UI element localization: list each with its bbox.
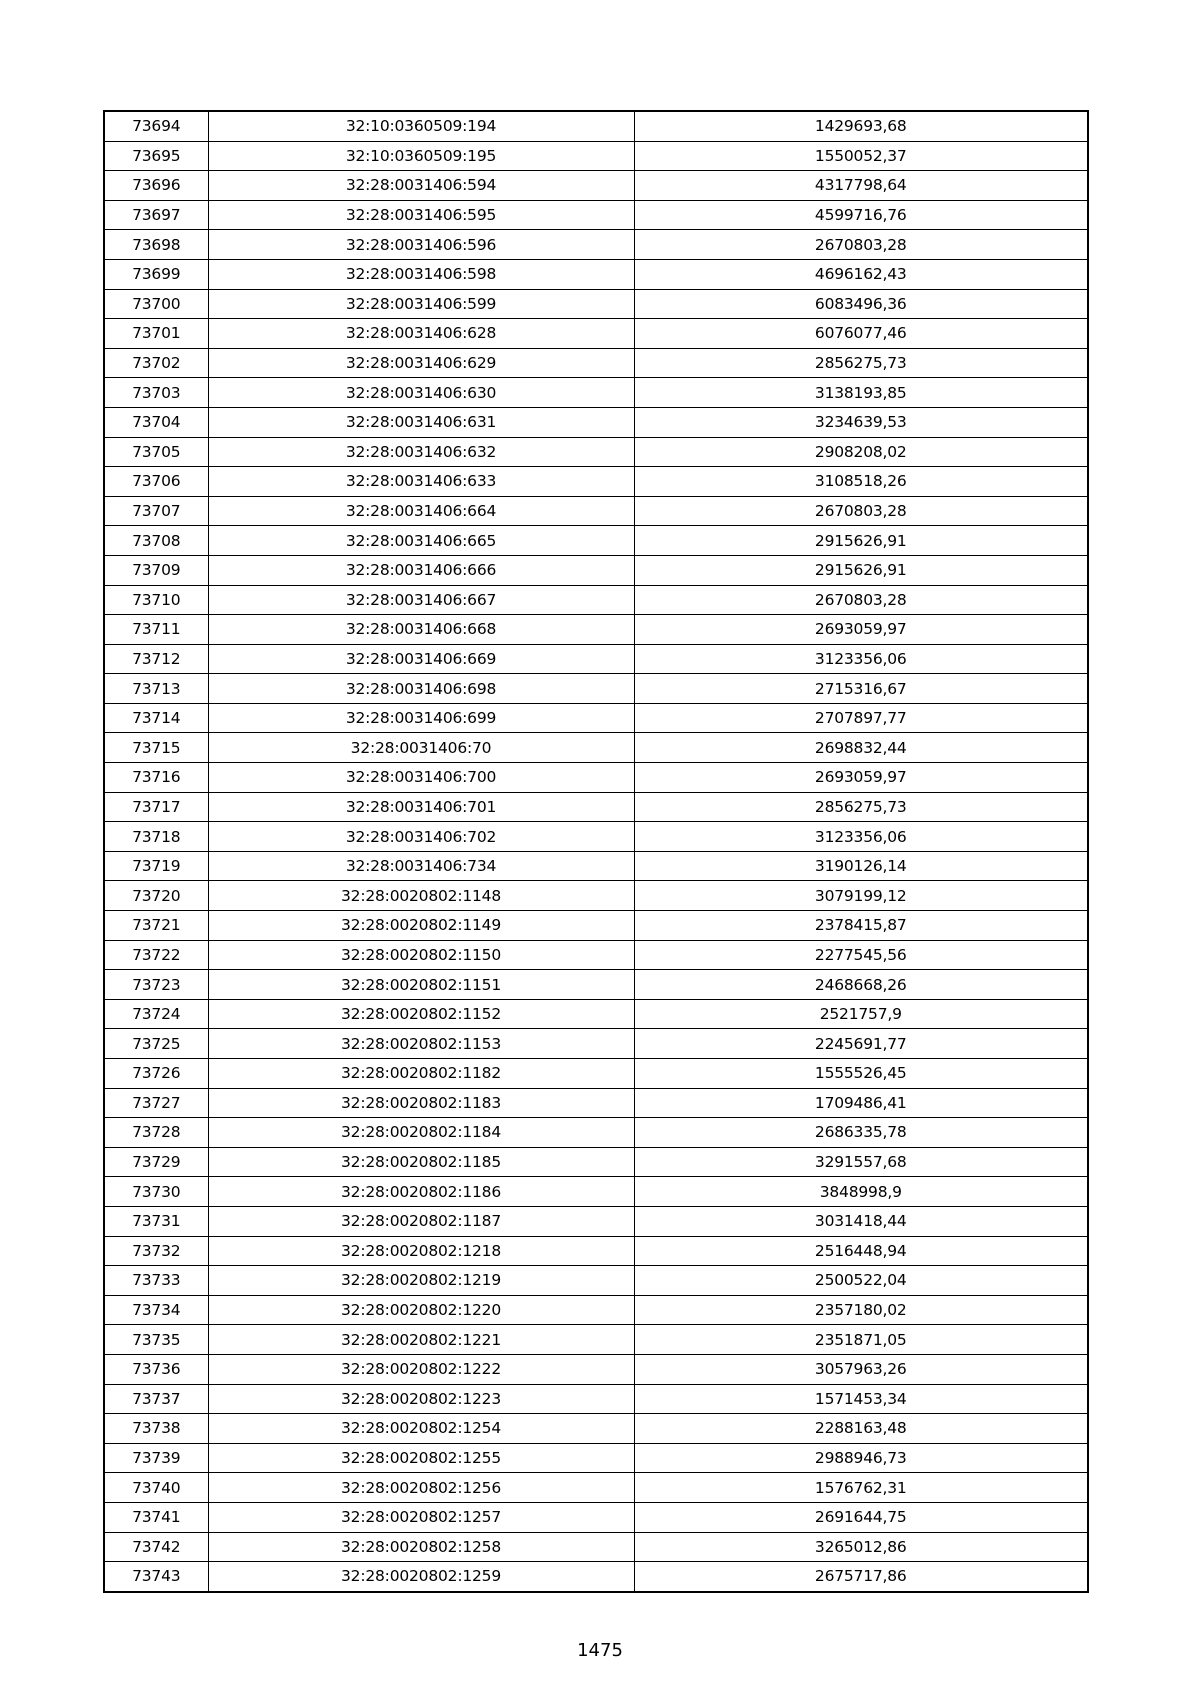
cadastral-value-cell: 1709486,41 <box>634 1088 1088 1118</box>
table-row <box>104 911 1088 941</box>
cadastral-value-cell: 2856275,73 <box>634 792 1088 822</box>
cadastral-number-cell: 32:28:0020802:1151 <box>208 970 634 1000</box>
cadastral-value-cell: 3079199,12 <box>634 881 1088 911</box>
cadastral-value-cell: 2707897,77 <box>634 703 1088 733</box>
cadastral-number-cell: 32:28:0020802:1148 <box>208 881 634 911</box>
cadastral-value-cell: 3057963,26 <box>634 1354 1088 1384</box>
table-row <box>104 999 1088 1029</box>
cadastral-number-cell: 32:28:0020802:1223 <box>208 1384 634 1414</box>
table-row <box>104 674 1088 704</box>
row-number-cell: 73721 <box>104 911 208 941</box>
cadastral-number-cell: 32:28:0031406:628 <box>208 319 634 349</box>
cadastral-number-cell: 32:28:0031406:664 <box>208 496 634 526</box>
cadastral-value-cell: 1429693,68 <box>634 111 1088 141</box>
cadastral-value-cell: 1555526,45 <box>634 1059 1088 1089</box>
cadastral-number-cell: 32:28:0020802:1254 <box>208 1414 634 1444</box>
cadastral-number-cell: 32:10:0360509:195 <box>208 141 634 171</box>
table-row <box>104 526 1088 556</box>
row-number-cell: 73718 <box>104 822 208 852</box>
cadastral-number-cell: 32:28:0020802:1153 <box>208 1029 634 1059</box>
row-number-cell: 73716 <box>104 763 208 793</box>
cadastral-number-cell: 32:28:0020802:1256 <box>208 1473 634 1503</box>
cadastral-value-cell: 4317798,64 <box>634 171 1088 201</box>
row-number-cell: 73702 <box>104 348 208 378</box>
cadastral-number-cell: 32:28:0031406:669 <box>208 644 634 674</box>
cadastral-value-cell: 3848998,9 <box>634 1177 1088 1207</box>
cadastral-number-cell: 32:28:0031406:665 <box>208 526 634 556</box>
table-row <box>104 141 1088 171</box>
table-row <box>104 1177 1088 1207</box>
table-row <box>104 881 1088 911</box>
table-row <box>104 1354 1088 1384</box>
cadastral-value-cell: 2351871,05 <box>634 1325 1088 1355</box>
table-row <box>104 585 1088 615</box>
cadastral-value-cell: 2468668,26 <box>634 970 1088 1000</box>
cadastral-value-cell: 2686335,78 <box>634 1118 1088 1148</box>
table-row <box>104 792 1088 822</box>
row-number-cell: 73706 <box>104 467 208 497</box>
cadastral-value-cell: 2915626,91 <box>634 555 1088 585</box>
cadastral-number-cell: 32:28:0031406:701 <box>208 792 634 822</box>
table-row <box>104 319 1088 349</box>
cadastral-value-cell: 2691644,75 <box>634 1502 1088 1532</box>
table-row <box>104 259 1088 289</box>
row-number-cell: 73697 <box>104 200 208 230</box>
table-row <box>104 763 1088 793</box>
cadastral-number-cell: 32:28:0031406:598 <box>208 259 634 289</box>
table-row <box>104 200 1088 230</box>
cadastral-value-cell: 3291557,68 <box>634 1147 1088 1177</box>
cadastral-value-cell: 2670803,28 <box>634 496 1088 526</box>
row-number-cell: 73707 <box>104 496 208 526</box>
cadastral-number-cell: 32:28:0031406:668 <box>208 615 634 645</box>
table-row <box>104 289 1088 319</box>
table-row <box>104 970 1088 1000</box>
row-number-cell: 73730 <box>104 1177 208 1207</box>
cadastral-number-cell: 32:28:0031406:631 <box>208 407 634 437</box>
cadastral-number-cell: 32:28:0031406:70 <box>208 733 634 763</box>
cadastral-number-cell: 32:28:0031406:599 <box>208 289 634 319</box>
cadastral-value-cell: 2908208,02 <box>634 437 1088 467</box>
cadastral-value-cell: 1550052,37 <box>634 141 1088 171</box>
cadastral-number-cell: 32:28:0031406:667 <box>208 585 634 615</box>
row-number-cell: 73729 <box>104 1147 208 1177</box>
row-number-cell: 73696 <box>104 171 208 201</box>
cadastral-number-cell: 32:28:0031406:594 <box>208 171 634 201</box>
table-row <box>104 555 1088 585</box>
row-number-cell: 73715 <box>104 733 208 763</box>
row-number-cell: 73703 <box>104 378 208 408</box>
table-row <box>104 851 1088 881</box>
cadastral-number-cell: 32:28:0020802:1184 <box>208 1118 634 1148</box>
row-number-cell: 73717 <box>104 792 208 822</box>
row-number-cell: 73738 <box>104 1414 208 1444</box>
row-number-cell: 73723 <box>104 970 208 1000</box>
cadastral-number-cell: 32:28:0020802:1185 <box>208 1147 634 1177</box>
table-row <box>104 1266 1088 1296</box>
table-row <box>104 1443 1088 1473</box>
row-number-cell: 73724 <box>104 999 208 1029</box>
row-number-cell: 73734 <box>104 1295 208 1325</box>
cadastral-value-cell: 2245691,77 <box>634 1029 1088 1059</box>
cadastral-value-cell: 2670803,28 <box>634 585 1088 615</box>
row-number-cell: 73695 <box>104 141 208 171</box>
cadastral-value-cell: 3190126,14 <box>634 851 1088 881</box>
row-number-cell: 73704 <box>104 407 208 437</box>
row-number-cell: 73733 <box>104 1266 208 1296</box>
cadastral-number-cell: 32:28:0020802:1183 <box>208 1088 634 1118</box>
cadastral-number-cell: 32:28:0020802:1219 <box>208 1266 634 1296</box>
row-number-cell: 73694 <box>104 111 208 141</box>
table-row <box>104 437 1088 467</box>
cadastral-value-cell: 2693059,97 <box>634 615 1088 645</box>
table-row <box>104 1147 1088 1177</box>
cadastral-number-cell: 32:28:0031406:666 <box>208 555 634 585</box>
cadastral-value-cell: 2915626,91 <box>634 526 1088 556</box>
cadastral-number-cell: 32:10:0360509:194 <box>208 111 634 141</box>
row-number-cell: 73742 <box>104 1532 208 1562</box>
table-row <box>104 1502 1088 1532</box>
cadastral-number-cell: 32:28:0031406:632 <box>208 437 634 467</box>
row-number-cell: 73737 <box>104 1384 208 1414</box>
table-row <box>104 1532 1088 1562</box>
cadastral-value-cell: 6083496,36 <box>634 289 1088 319</box>
row-number-cell: 73727 <box>104 1088 208 1118</box>
table-row <box>104 1295 1088 1325</box>
cadastral-value-cell: 3234639,53 <box>634 407 1088 437</box>
row-number-cell: 73700 <box>104 289 208 319</box>
page-number: 1475 <box>577 1640 623 1661</box>
cadastral-value-table <box>103 110 1089 1593</box>
cadastral-number-cell: 32:28:0020802:1186 <box>208 1177 634 1207</box>
cadastral-number-cell: 32:28:0020802:1257 <box>208 1502 634 1532</box>
cadastral-value-cell: 1576762,31 <box>634 1473 1088 1503</box>
row-number-cell: 73741 <box>104 1502 208 1532</box>
table-row <box>104 1473 1088 1503</box>
row-number-cell: 73739 <box>104 1443 208 1473</box>
cadastral-value-cell: 2357180,02 <box>634 1295 1088 1325</box>
row-number-cell: 73731 <box>104 1206 208 1236</box>
row-number-cell: 73705 <box>104 437 208 467</box>
cadastral-number-cell: 32:28:0020802:1258 <box>208 1532 634 1562</box>
row-number-cell: 73740 <box>104 1473 208 1503</box>
table-row <box>104 1029 1088 1059</box>
table-row <box>104 822 1088 852</box>
cadastral-value-cell: 6076077,46 <box>634 319 1088 349</box>
table-row <box>104 348 1088 378</box>
cadastral-value-cell: 2693059,97 <box>634 763 1088 793</box>
cadastral-number-cell: 32:28:0031406:629 <box>208 348 634 378</box>
cadastral-number-cell: 32:28:0020802:1152 <box>208 999 634 1029</box>
cadastral-value-cell: 2988946,73 <box>634 1443 1088 1473</box>
row-number-cell: 73701 <box>104 319 208 349</box>
table-row <box>104 1325 1088 1355</box>
cadastral-value-cell: 3138193,85 <box>634 378 1088 408</box>
cadastral-number-cell: 32:28:0020802:1187 <box>208 1206 634 1236</box>
cadastral-number-cell: 32:28:0020802:1222 <box>208 1354 634 1384</box>
row-number-cell: 73713 <box>104 674 208 704</box>
table-row <box>104 703 1088 733</box>
cadastral-value-cell: 2516448,94 <box>634 1236 1088 1266</box>
table-row <box>104 467 1088 497</box>
cadastral-value-cell: 2698832,44 <box>634 733 1088 763</box>
cadastral-value-cell: 2288163,48 <box>634 1414 1088 1444</box>
table-row <box>104 1118 1088 1148</box>
cadastral-number-cell: 32:28:0031406:595 <box>208 200 634 230</box>
table-row <box>104 1206 1088 1236</box>
row-number-cell: 73725 <box>104 1029 208 1059</box>
table-row <box>104 1414 1088 1444</box>
table-row <box>104 615 1088 645</box>
cadastral-value-cell: 2277545,56 <box>634 940 1088 970</box>
cadastral-number-cell: 32:28:0020802:1259 <box>208 1562 634 1592</box>
table-row <box>104 230 1088 260</box>
cadastral-value-cell: 3108518,26 <box>634 467 1088 497</box>
cadastral-value-cell: 2521757,9 <box>634 999 1088 1029</box>
cadastral-value-cell: 3123356,06 <box>634 822 1088 852</box>
row-number-cell: 73743 <box>104 1562 208 1592</box>
row-number-cell: 73728 <box>104 1118 208 1148</box>
row-number-cell: 73714 <box>104 703 208 733</box>
row-number-cell: 73722 <box>104 940 208 970</box>
table-row <box>104 111 1088 141</box>
cadastral-value-cell: 4696162,43 <box>634 259 1088 289</box>
cadastral-number-cell: 32:28:0031406:698 <box>208 674 634 704</box>
cadastral-value-cell: 2715316,67 <box>634 674 1088 704</box>
table-body <box>104 111 1088 1592</box>
cadastral-number-cell: 32:28:0020802:1255 <box>208 1443 634 1473</box>
cadastral-number-cell: 32:28:0031406:630 <box>208 378 634 408</box>
table-row <box>104 1088 1088 1118</box>
table-row <box>104 644 1088 674</box>
cadastral-value-cell: 2856275,73 <box>634 348 1088 378</box>
row-number-cell: 73711 <box>104 615 208 645</box>
row-number-cell: 73710 <box>104 585 208 615</box>
table-row <box>104 407 1088 437</box>
table-row <box>104 171 1088 201</box>
cadastral-value-cell: 2500522,04 <box>634 1266 1088 1296</box>
cadastral-value-cell: 3031418,44 <box>634 1206 1088 1236</box>
cadastral-number-cell: 32:28:0031406:734 <box>208 851 634 881</box>
cadastral-number-cell: 32:28:0020802:1220 <box>208 1295 634 1325</box>
table-row <box>104 378 1088 408</box>
cadastral-number-cell: 32:28:0031406:702 <box>208 822 634 852</box>
cadastral-value-cell: 1571453,34 <box>634 1384 1088 1414</box>
row-number-cell: 73712 <box>104 644 208 674</box>
cadastral-number-cell: 32:28:0020802:1182 <box>208 1059 634 1089</box>
cadastral-number-cell: 32:28:0031406:596 <box>208 230 634 260</box>
table-row <box>104 940 1088 970</box>
row-number-cell: 73699 <box>104 259 208 289</box>
table-row <box>104 733 1088 763</box>
table-row <box>104 1384 1088 1414</box>
row-number-cell: 73726 <box>104 1059 208 1089</box>
row-number-cell: 73720 <box>104 881 208 911</box>
cadastral-number-cell: 32:28:0020802:1149 <box>208 911 634 941</box>
row-number-cell: 73719 <box>104 851 208 881</box>
cadastral-number-cell: 32:28:0020802:1150 <box>208 940 634 970</box>
cadastral-number-cell: 32:28:0031406:699 <box>208 703 634 733</box>
table-row <box>104 1236 1088 1266</box>
cadastral-value-cell: 2670803,28 <box>634 230 1088 260</box>
row-number-cell: 73708 <box>104 526 208 556</box>
cadastral-value-cell: 4599716,76 <box>634 200 1088 230</box>
cadastral-value-cell: 2675717,86 <box>634 1562 1088 1592</box>
cadastral-number-cell: 32:28:0020802:1221 <box>208 1325 634 1355</box>
table-row <box>104 1562 1088 1592</box>
row-number-cell: 73709 <box>104 555 208 585</box>
cadastral-value-cell: 3123356,06 <box>634 644 1088 674</box>
cadastral-value-cell: 3265012,86 <box>634 1532 1088 1562</box>
row-number-cell: 73736 <box>104 1354 208 1384</box>
cadastral-number-cell: 32:28:0020802:1218 <box>208 1236 634 1266</box>
table-row <box>104 496 1088 526</box>
row-number-cell: 73698 <box>104 230 208 260</box>
cadastral-number-cell: 32:28:0031406:700 <box>208 763 634 793</box>
table-row <box>104 1059 1088 1089</box>
row-number-cell: 73735 <box>104 1325 208 1355</box>
row-number-cell: 73732 <box>104 1236 208 1266</box>
cadastral-number-cell: 32:28:0031406:633 <box>208 467 634 497</box>
cadastral-value-cell: 2378415,87 <box>634 911 1088 941</box>
